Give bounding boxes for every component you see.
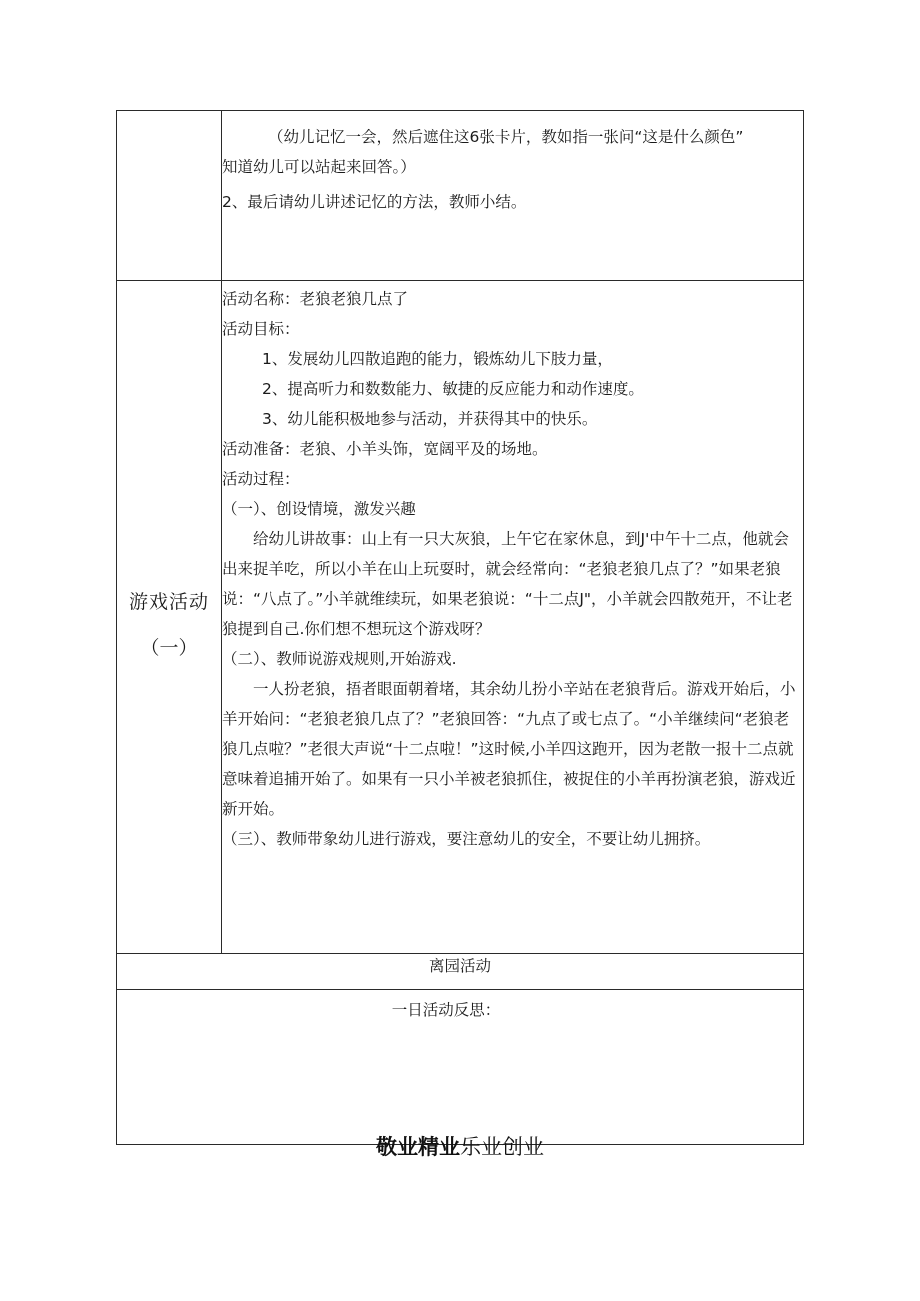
memory-instruction-line-cont: 知道幼儿可以站起来回答。） [222, 158, 416, 176]
step1-title: （一）、创设情境，激发兴趣 [222, 500, 416, 518]
memory-instruction-line: （幼儿记忆一会，然后遮住这6张卡片，教如指一张问“这是什么颜色” [268, 128, 744, 146]
game-activity-label: 游戏活动 [128, 591, 209, 613]
goal-item: 3、幼儿能积极地参与活动，并获得其中的快乐。 [262, 410, 598, 428]
empty-label-cell [117, 111, 222, 281]
step1-text: 给幼儿讲故事：山上有一只大灰狼，上午它在家休息，到J'中午十二点，他就会出来捉羊吃，所以小羊在山上玩耍时，就会经常向：“老狼老狼几点了？”如果老狼说：“八点了。”小羊就维续玩，如果老狼说：“十二点J"，小羊就会四散苑开，不让老狼提到自己.你们想不想玩这个游戏呀？ [222, 530, 793, 638]
reflection-label: 一日活动反思： [117, 990, 804, 1145]
process-title: 活动过程： [222, 470, 300, 488]
activity-name: 活动名称：老狼老狼几点了 [222, 290, 409, 308]
leave-activity-label: 离园活动 [117, 954, 804, 990]
lesson-plan-table [116, 110, 804, 1145]
goals-title: 活动目标： [222, 320, 300, 338]
game-activity-number: （一） [140, 637, 198, 659]
memory-summary-line: 2、最后请幼儿讲述记忆的方法，教师小结。 [222, 193, 527, 211]
game-activity-content [222, 281, 804, 954]
footer-slogan-normal: 乐业创业 [460, 1135, 544, 1159]
memory-activity-row [117, 111, 804, 281]
footer-slogan-bold: 敬业精业 [376, 1135, 460, 1159]
step2-text: 一人扮老狼，捂者眼面朝着堵，其余幼儿扮小辛站在老狼背后。游戏开始后，小羊开始问：“老狼老狼几点了？”老狼回答：“九点了或七点了。“小羊继续问“老狼老狼几点啦？”老很大声说“十二点啦！”这时候,小羊四这跑开，因为老散一报十二点就意味着追捕开始了。如果有一只小羊被老狼抓住，被捉住的小羊再扮演老狼，游戏近新开始。 [222, 680, 796, 818]
game-activity-label-cell [117, 281, 222, 954]
goal-item: 1、发展幼儿四散追跑的能力，锻炼幼儿下肢力量， [262, 350, 613, 368]
activity-prep: 活动准备：老狼、小羊头饰，宽阔平及的场地。 [222, 440, 548, 458]
footer-slogan [0, 1131, 920, 1161]
game-activity-row [117, 281, 804, 954]
step3-text: （三）、教师带象幼儿进行游戏，要注意幼儿的安全，不要让幼儿拥挤。 [222, 830, 711, 848]
leave-activity-row [117, 954, 804, 990]
reflection-row [117, 990, 804, 1145]
goal-item: 2、提高听力和数数能力、敏捷的反应能力和动作速度。 [262, 380, 644, 398]
memory-activity-content [222, 111, 804, 281]
step2-title: （二）、教师说游戏规则,开始游戏. [222, 650, 457, 668]
